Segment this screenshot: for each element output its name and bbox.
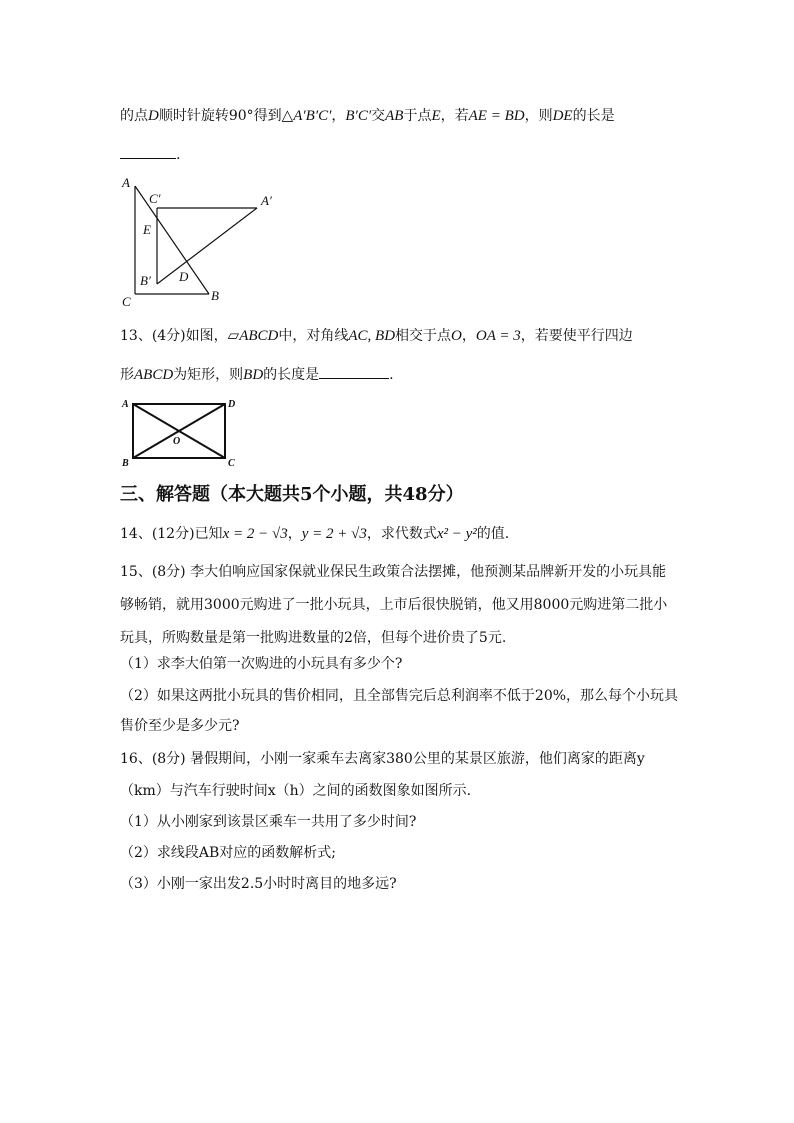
q13-text: 中，对角线 — [278, 328, 349, 344]
fig12-label-c: C — [122, 294, 131, 309]
section-3-heading: 三、解答题（本大题共5个小题，共48分） — [120, 484, 464, 505]
q12-text: 顺时针旋转90°得到 — [158, 108, 282, 124]
q12-segment-bc: B′C′ — [345, 108, 372, 124]
fig13-label-c: C — [228, 458, 235, 469]
q12-text: 的点 — [120, 108, 148, 124]
fig12-label-b: B — [211, 288, 219, 303]
q12-segment-de: DE — [552, 108, 573, 124]
fig13-label-b: B — [122, 458, 129, 469]
q12-text: ，则 — [524, 108, 553, 124]
q13-text: 相交于点 — [395, 328, 452, 344]
q14-text: 已知 — [194, 526, 223, 542]
q16-part-3: （3）小刚一家出发2.5小时时离目的地多远? — [120, 876, 397, 892]
fig12-label-a: A — [122, 175, 130, 190]
q14-number: 14、(12分) — [120, 526, 195, 542]
q13-abcd: ABCD — [134, 367, 174, 383]
q12-line-1 — [120, 106, 615, 126]
q12-point-d: D — [148, 108, 159, 124]
q12-period: . — [176, 147, 181, 163]
q13-text: 的长度是 — [263, 367, 320, 383]
fig12-label-d: D — [179, 269, 189, 284]
q12-triangle: △A′B′C′ — [281, 108, 332, 124]
q14-text: ，求代数式 — [366, 526, 437, 542]
q13-point-o: O — [451, 328, 462, 344]
q13-text: ，若要使平行四边 — [520, 328, 633, 344]
q13-segment-bd: BD — [243, 367, 264, 383]
q15-part-2b: 售价至少是多少元? — [120, 718, 240, 734]
q14-y-value: y = 2 + √3 — [301, 526, 367, 542]
q15-line-2: 够畅销，就用3000元购进了一批小玩具，上市后很快脱销，他又用8000元购进第二批小 — [120, 597, 668, 613]
q13-period: . — [389, 367, 394, 383]
q13-text: 形 — [120, 367, 134, 383]
q16-part-1: （1）从小刚家到该景区乘车一共用了多少时间? — [120, 814, 417, 830]
q13-oa-equation: OA = 3 — [475, 328, 521, 344]
fig12-label-c1: C′ — [149, 191, 161, 206]
q12-figure — [115, 172, 285, 312]
fig12-label-e: E — [143, 222, 151, 237]
q12-line-2 — [120, 144, 180, 165]
q13-figure — [118, 394, 244, 470]
q13-number: 13、(4分) — [120, 328, 186, 344]
fig13-label-d: D — [228, 399, 236, 410]
q12-segment-ab: AB — [385, 108, 404, 124]
q13-line-1 — [120, 326, 633, 346]
q16-line-2: （km）与汽车行驶时间x（h）之间的函数图象如图所示. — [120, 783, 472, 799]
q13-diagonals: AC, BD — [348, 328, 396, 344]
fig12-label-b1: B′ — [140, 273, 151, 288]
q14-x-value: x = 2 − √3 — [222, 526, 288, 542]
q15-line-1: 15、(8分) 李大伯响应国家保就业保民生政策合法摆摊，他预测某品牌新开发的小玩具能 — [120, 564, 667, 580]
q15-part-2a: （2）如果这两批小玩具的售价相同，且全部售完后总利润率不低于20%，那么每个小玩具 — [120, 688, 679, 704]
q14-expression: x² − y² — [436, 526, 477, 542]
fig12-label-a1: A′ — [261, 193, 272, 208]
q12-text: 交 — [371, 108, 386, 124]
q12-equation: AE = BD — [468, 108, 525, 124]
q12-text: 于点 — [403, 108, 432, 124]
q12-text: ，若 — [440, 108, 469, 124]
q12-text: ， — [331, 108, 346, 124]
q16-part-2: （2）求线段AB对应的函数解析式; — [120, 845, 337, 861]
fig13-label-o: O — [173, 436, 181, 447]
q14-text: ， — [287, 526, 302, 542]
q14-text: 的值. — [476, 526, 510, 542]
q13-answer-blank[interactable] — [319, 364, 389, 379]
q13-text: 如图， — [185, 328, 228, 344]
q15-line-3: 玩具，所购数量是第一批购进数量的2倍，但每个进价贵了5元. — [120, 630, 507, 646]
q16-line-1: 16、(8分) 暑假期间，小刚一家乘车去离家380公里的某景区旅游，他们离家的距离y — [120, 751, 645, 767]
q14-line — [120, 524, 509, 544]
q12-text: 的长是 — [572, 108, 615, 124]
q15-part-1: （1）求李大伯第一次购进的小玩具有多少个? — [120, 656, 403, 672]
q13-text: 为矩形，则 — [173, 367, 244, 383]
fig13-label-a: A — [122, 399, 129, 410]
q12-point-e: E — [431, 108, 441, 124]
q13-parallelogram: ▱ABCD — [227, 328, 279, 344]
q13-line-2 — [120, 364, 394, 385]
q12-answer-blank[interactable] — [120, 144, 176, 159]
q13-text: ， — [461, 328, 476, 344]
